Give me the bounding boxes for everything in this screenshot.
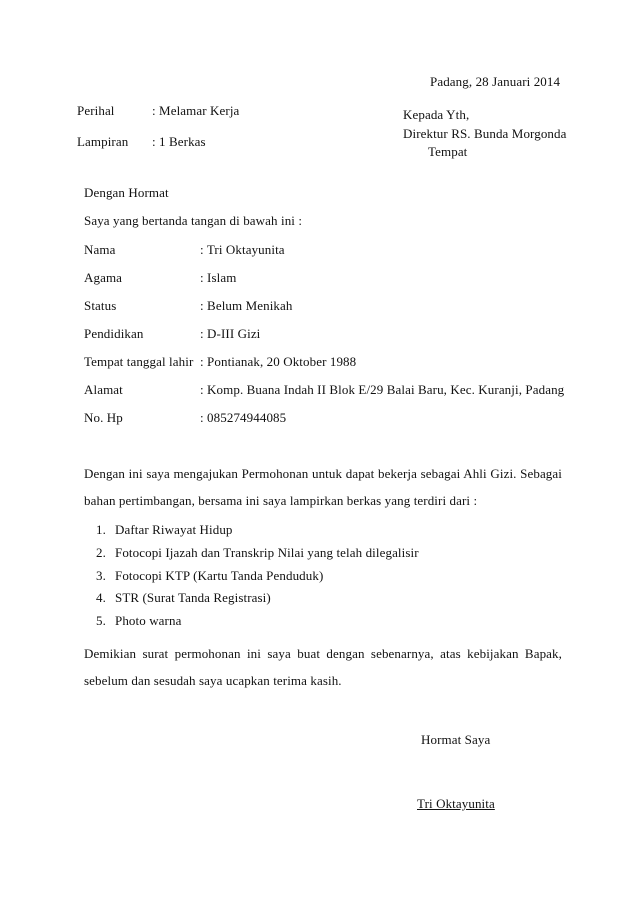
paragraph-permohonan [84,460,562,514]
lampiran-value: : 1 Berkas [152,134,206,149]
field-value-pendidikan: : D-III Gizi [200,326,261,341]
field-value-nama: : Tri Oktayunita [200,242,285,257]
field-label-agama: Agama [84,270,123,285]
paragraph-penutup [84,640,562,694]
signature-name: Tri Oktayunita [417,796,495,811]
field-value-agama: : Islam [200,270,237,285]
perihal-label: Perihal [77,103,115,118]
paragraph-penutup-line-1: Demikian surat permohonan ini saya buat dengan sebenarnya, atas kebijakan Bapak, [84,646,562,661]
field-label-pendidikan: Pendidikan [84,326,144,341]
attachment-item: Fotocopi Ijazah dan Transkrip Nilai yang telah dilegalisir [115,545,419,560]
letter-date: Padang, 28 Januari 2014 [430,74,561,89]
perihal-value: : Melamar Kerja [152,103,240,118]
attachment-item: STR (Surat Tanda Registrasi) [115,590,271,605]
field-value-hp: : 085274944085 [200,410,287,425]
attachment-number: 1. [96,522,106,537]
attachment-item: Fotocopi KTP (Kartu Tanda Penduduk) [115,568,324,583]
attachment-number: 2. [96,545,106,560]
paragraph-permohonan-line-2: bahan pertimbangan, bersama ini saya lampirkan berkas yang terdiri dari : [84,493,478,508]
attachment-number: 4. [96,590,106,605]
recipient-line-2: Direktur RS. Bunda Morgonda [403,126,567,141]
attachment-item: Photo warna [115,613,182,628]
field-value-alamat: : Komp. Buana Indah II Blok E/29 Balai Baru, Kec. Kuranji, Padang [200,382,565,397]
recipient-line-1: Kepada Yth, [403,107,470,122]
lampiran-label: Lampiran [77,134,129,149]
field-label-nama: Nama [84,242,116,257]
field-label-ttl: Tempat tanggal lahir [84,354,194,369]
closing-salutation: Hormat Saya [421,732,491,747]
attachment-number: 5. [96,613,106,628]
field-label-hp: No. Hp [84,410,123,425]
attachment-number: 3. [96,568,106,583]
field-label-status: Status [84,298,117,313]
intro-line: Saya yang bertanda tangan di bawah ini : [84,213,303,228]
attachment-item: Daftar Riwayat Hidup [115,522,233,537]
recipient-line-3: Tempat [428,144,468,159]
field-value-status: : Belum Menikah [200,298,293,313]
field-label-alamat: Alamat [84,382,123,397]
field-value-ttl: : Pontianak, 20 Oktober 1988 [200,354,357,369]
greeting: Dengan Hormat [84,185,169,200]
paragraph-penutup-line-2: sebelum dan sesudah saya ucapkan terima kasih. [84,673,342,688]
paragraph-permohonan-line-1: Dengan ini saya mengajukan Permohonan untuk dapat bekerja sebagai Ahli Gizi. Sebagai [84,466,562,481]
